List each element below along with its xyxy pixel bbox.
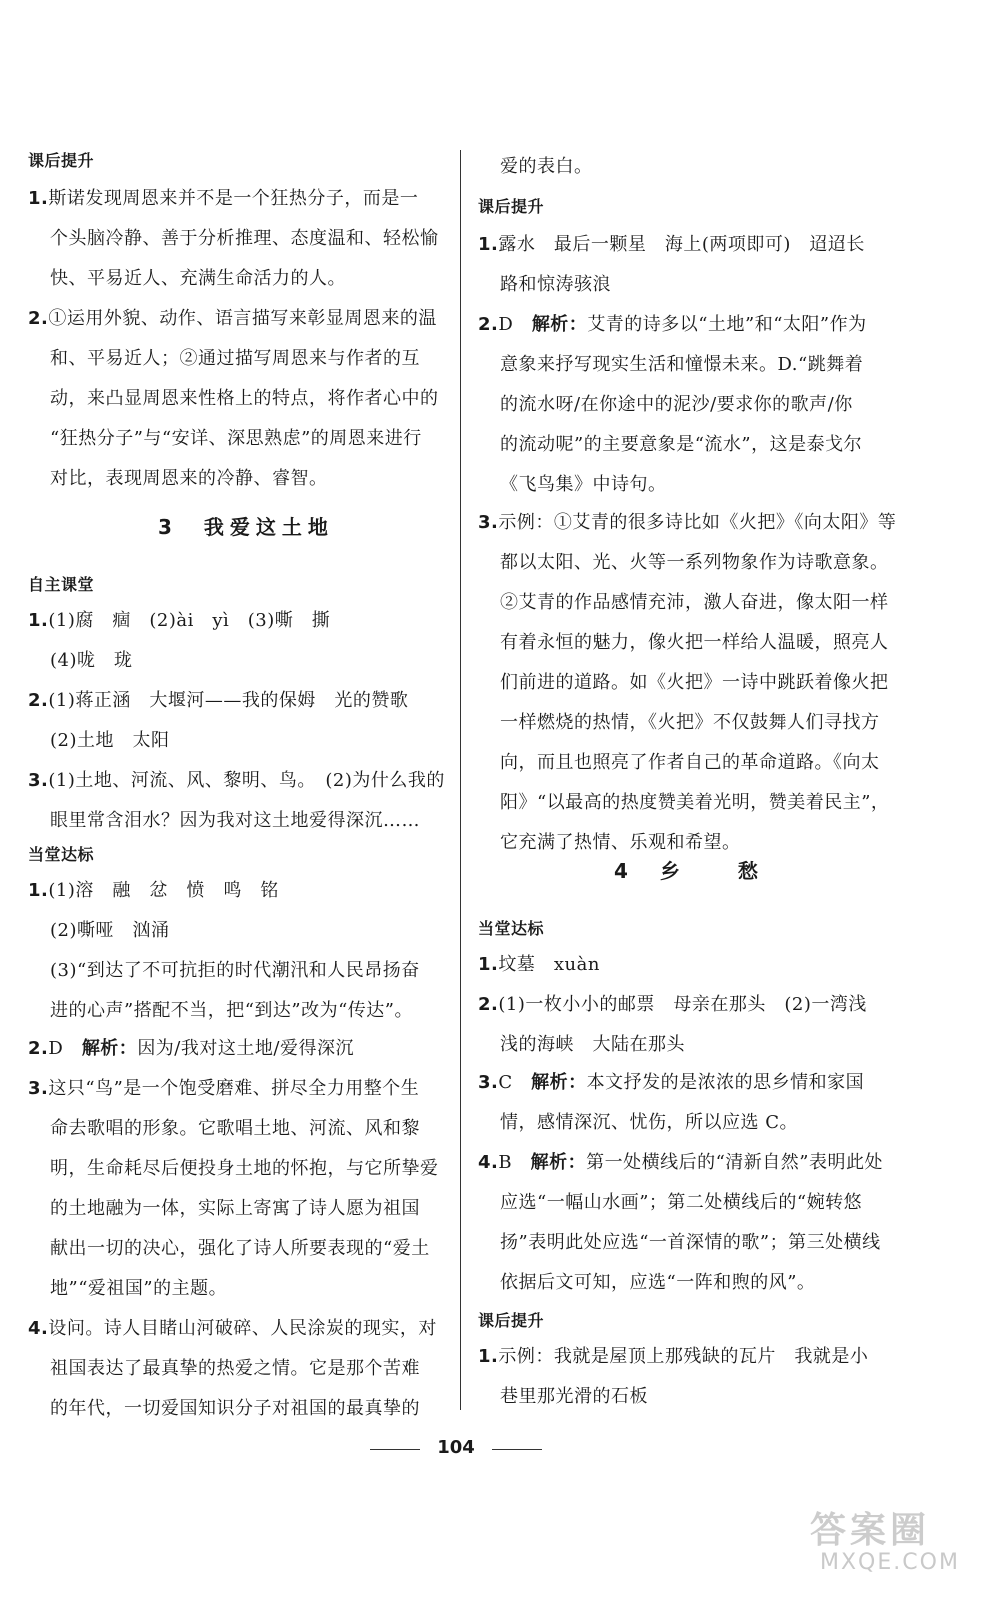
lesson-title [614, 860, 764, 882]
right-item-line [478, 1346, 868, 1368]
section-heading [478, 1310, 544, 1332]
lesson-title-text: 我爱这土地 [203, 515, 334, 539]
right-item-line [500, 712, 880, 734]
left-item-line [28, 610, 330, 632]
item-text: (4)咙 珑 [50, 650, 133, 671]
section-heading [478, 918, 544, 940]
item-text: 向，而且也照亮了作者自己的革命道路。《向太 [500, 752, 880, 773]
item-text: 献出一切的决心，强化了诗人所要表现的“爱土 [50, 1238, 430, 1259]
item-text: “狂热分子”与“安详、深思熟虑”的周恩来进行 [50, 428, 422, 449]
item-number: 3. [478, 1072, 499, 1093]
item-text: 扬”表明此处应选“一首深情的歌”；第三处横线 [500, 1232, 881, 1253]
right-item-line [478, 1152, 883, 1174]
item-number: 2. [28, 1038, 49, 1059]
heading-text: 课后提升 [478, 1311, 545, 1330]
lesson-number: 4 [614, 859, 660, 883]
left-item-line [50, 1118, 420, 1140]
item-text: 的土地融为一体，实际上寄寓了诗人愿为祖国 [50, 1198, 420, 1219]
heading-text: 自主课堂 [28, 575, 95, 594]
item-number: 4. [28, 1318, 49, 1339]
right-item-line [478, 512, 896, 534]
item-text: 的年代，一切爱国知识分子对祖国的最真挚的 [50, 1398, 420, 1419]
section-heading [28, 844, 94, 866]
section-heading [478, 196, 544, 218]
item-number: 1. [478, 954, 499, 975]
item-text: 的流水呀/在你途中的泥沙/要求你的歌声/你 [500, 394, 853, 415]
right-item-line [478, 234, 865, 256]
left-item-line [28, 308, 437, 330]
left-item-line [50, 348, 420, 370]
left-item-line [28, 880, 279, 902]
item-number: 3. [28, 1078, 49, 1099]
footer-rule-right [492, 1449, 542, 1450]
left-item-line [28, 188, 418, 210]
item-text: 快、平易近人、充满生命活力的人。 [50, 268, 346, 289]
continued-line [500, 156, 593, 178]
item-number: 2. [28, 308, 49, 329]
item-text: 进的心声”搭配不当，把“到达”改为“传达”。 [50, 1000, 414, 1021]
item-text: 明，生命耗尽后便投身土地的怀抱，与它所挚爱 [50, 1158, 439, 1179]
item-text: 情，感情深沉、忧伤，所以应选 C。 [500, 1112, 798, 1133]
item-text: (1)一枚小小的邮票 母亲在那头 (2)一湾浅 [498, 994, 867, 1015]
left-item-line [28, 1318, 437, 1340]
item-text: 第一处横线后的“清新自然”表明此处 [586, 1152, 884, 1173]
item-number: 3. [28, 770, 49, 791]
answer-letter: D [48, 1038, 82, 1059]
right-item-cont [500, 1232, 881, 1254]
right-item-line [500, 1386, 648, 1408]
watermark [780, 1502, 980, 1582]
right-item-cont [500, 434, 862, 456]
left-item-line [50, 810, 420, 832]
item-text: 这只“鸟”是一个饱受磨难、拼尽全力用整个生 [48, 1078, 420, 1099]
left-item-line [50, 388, 439, 410]
analysis-label: 解析： [531, 314, 588, 335]
item-number: 1. [28, 610, 49, 631]
page-footer [0, 1437, 1000, 1461]
item-text: (1)腐 痼 (2)ài yì (3)嘶 撕 [48, 610, 331, 631]
item-text: 阳》“以最高的热度赞美着光明，赞美着民主”， [500, 792, 890, 813]
item-text: 它充满了热情、乐观和希望。 [500, 832, 741, 853]
item-text: 地”“爱祖国”的主题。 [50, 1278, 228, 1299]
right-item-line [478, 314, 867, 336]
analysis-label: 解析： [81, 1038, 138, 1059]
item-text: 都以太阳、光、火等一系列物象作为诗歌意象。 [500, 552, 889, 573]
heading-text: 课后提升 [28, 151, 95, 170]
right-item-cont [500, 354, 863, 376]
left-item-line [50, 920, 170, 942]
left-item-line [50, 268, 346, 290]
item-text: 爱的表白。 [500, 156, 593, 177]
item-text: ①运用外貌、动作、语言描写来彰显周恩来的温 [48, 308, 437, 329]
item-text: 个头脑冷静、善于分析推理、态度温和、轻松愉 [50, 228, 439, 249]
item-number: 1. [478, 234, 499, 255]
item-text: 命去歌唱的形象。它歌唱土地、河流、风和黎 [50, 1118, 420, 1139]
left-item-line [50, 428, 422, 450]
right-item-cont [500, 474, 667, 496]
right-item-line [500, 632, 889, 654]
item-text: 对比，表现周恩来的冷静、睿智。 [50, 468, 328, 489]
right-item-line [500, 1034, 685, 1056]
left-item-line [50, 1398, 420, 1420]
left-item-line [50, 1358, 420, 1380]
item-text: 坟墓 xuàn [498, 954, 600, 975]
item-number: 1. [478, 1346, 499, 1367]
right-item-line [500, 792, 889, 814]
item-text: ②艾青的作品感情充沛，激人奋进，像太阳一样 [500, 592, 889, 613]
item-text: 祖国表达了最真挚的热爱之情。它是那个苦难 [50, 1358, 420, 1379]
item-text: 浅的海峡 大陆在那头 [500, 1034, 685, 1055]
right-item-line [500, 274, 611, 296]
heading-text: 课后提升 [478, 197, 545, 216]
right-item-cont [500, 1192, 862, 1214]
item-number: 4. [478, 1152, 499, 1173]
answer-letter: C [498, 1072, 532, 1093]
left-item-line [50, 1000, 413, 1022]
lesson-title-text: 乡 愁 [659, 859, 764, 883]
item-text: 一样燃烧的热情，《火把》不仅鼓舞人们寻找方 [500, 712, 880, 733]
answer-letter: B [498, 1152, 531, 1173]
left-item-line [50, 1158, 439, 1180]
right-item-line [478, 954, 600, 976]
item-number: 2. [478, 994, 499, 1015]
item-text: 意象来抒写现实生活和憧憬未来。D.“跳舞着 [500, 354, 864, 375]
lesson-title [158, 516, 334, 538]
right-item-line [478, 994, 867, 1016]
item-text: 示例：我就是屋顶上那残缺的瓦片 我就是小 [498, 1346, 869, 1367]
item-text: 因为/我对这土地/爱得深沉 [137, 1038, 354, 1059]
heading-text: 当堂达标 [478, 919, 545, 938]
item-text: 有着永恒的魅力，像火把一样给人温暖，照亮人 [500, 632, 889, 653]
item-text: 动，来凸显周恩来性格上的特点，将作者心中的 [50, 388, 439, 409]
item-text: 们前进的道路。如《火把》一诗中跳跃着像火把 [500, 672, 889, 693]
item-text: 的流动呢”的主要意象是“流水”，这是泰戈尔 [500, 434, 863, 455]
item-text: (1)溶 融 忿 愤 鸣 铭 [48, 880, 279, 901]
item-number: 1. [28, 188, 49, 209]
left-item-line [28, 690, 408, 712]
left-item-line [50, 1238, 430, 1260]
answer-letter: D [498, 314, 532, 335]
column-divider [460, 150, 461, 1410]
page-number: 104 [437, 1437, 475, 1458]
item-text: 艾青的诗多以“土地”和“太阳”作为 [587, 314, 867, 335]
left-item-line [50, 730, 170, 752]
item-text: (2)土地 太阳 [50, 730, 170, 751]
item-text: (3)“到达了不可抗拒的时代潮汛和人民昂扬奋 [50, 960, 420, 981]
left-item-line [50, 468, 328, 490]
analysis-label: 解析： [530, 1152, 587, 1173]
right-item-line [500, 752, 880, 774]
item-text: 《飞鸟集》中诗句。 [500, 474, 667, 495]
right-item-cont [500, 1112, 798, 1134]
left-item-line [50, 1198, 420, 1220]
item-number: 2. [28, 690, 49, 711]
lesson-number: 3 [158, 515, 204, 539]
item-number: 1. [28, 880, 49, 901]
left-item-line [28, 770, 445, 792]
item-text: 设问。诗人目睹山河破碎、人民涂炭的现实，对 [48, 1318, 437, 1339]
item-text: 巷里那光滑的石板 [500, 1386, 648, 1407]
right-item-line [478, 1072, 864, 1094]
item-text: 眼里常含泪水？因为我对这土地爱得深沉…… [50, 810, 420, 831]
heading-text: 当堂达标 [28, 845, 95, 864]
section-heading [28, 574, 94, 596]
right-item-line [500, 552, 889, 574]
watermark-logo: 答案圈 [810, 1510, 931, 1551]
right-item-line [500, 672, 889, 694]
right-item-line [500, 592, 889, 614]
item-text: (2)嘶哑 汹涌 [50, 920, 170, 941]
watermark-text: MXQE.COM [820, 1550, 960, 1575]
analysis-label: 解析： [531, 1072, 587, 1093]
item-text: 和、平易近人；②通过描写周恩来与作者的互 [50, 348, 420, 369]
item-text: 露水 最后一颗星 海上(两项即可) 迢迢长 [498, 234, 865, 255]
item-number: 2. [478, 314, 499, 335]
left-item-line [28, 1038, 354, 1060]
right-item-line [500, 832, 741, 854]
footer-rule-left [370, 1449, 420, 1450]
item-text: 依据后文可知，应选“一阵和煦的风”。 [500, 1272, 816, 1293]
item-text: 路和惊涛骇浪 [500, 274, 611, 295]
item-text: 本文抒发的是浓浓的思乡情和家国 [586, 1072, 865, 1093]
left-item-line [50, 1278, 227, 1300]
left-item-line [50, 960, 420, 982]
item-text: (1)土地、河流、风、黎明、鸟。 (2)为什么我的 [48, 770, 445, 791]
right-item-cont [500, 394, 853, 416]
item-text: (1)蒋正涵 大堰河——我的保姆 光的赞歌 [48, 690, 409, 711]
section-heading [28, 150, 94, 172]
left-item-line [28, 1078, 419, 1100]
left-item-line [50, 650, 133, 672]
right-item-cont [500, 1272, 815, 1294]
item-text: 应选“一幅山水画”；第二处横线后的“婉转悠 [500, 1192, 863, 1213]
left-item-line [50, 228, 439, 250]
item-number: 3. [478, 512, 499, 533]
item-text: 斯诺发现周恩来并不是一个狂热分子，而是一 [48, 188, 419, 209]
item-text: 示例：①艾青的很多诗比如《火把》《向太阳》等 [498, 512, 897, 533]
